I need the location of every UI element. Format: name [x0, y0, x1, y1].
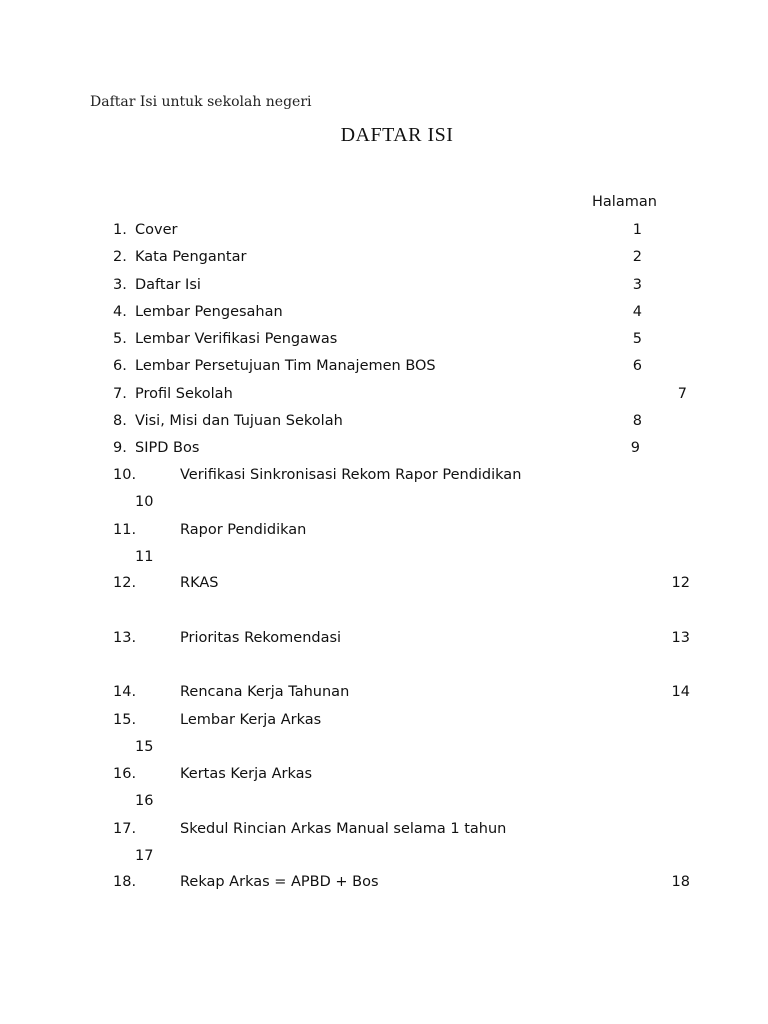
toc-item-page: 15 [135, 739, 154, 755]
toc-item-label: Skedul Rincian Arkas Manual selama 1 tahun [180, 821, 507, 837]
toc-item-page: 5 [632, 331, 642, 347]
toc-item-label: Lembar Kerja Arkas [180, 712, 322, 728]
toc-item-number: 2. [113, 249, 127, 265]
toc-item-label: RKAS [180, 575, 219, 591]
toc-item-page: 6 [632, 358, 642, 374]
toc-item-number: 18. [113, 874, 137, 890]
toc-item-label: Kertas Kerja Arkas [180, 766, 313, 782]
toc-item-number: 14. [113, 684, 137, 700]
toc-item-page: 1 [632, 222, 642, 238]
toc-item-page: 14 [671, 684, 690, 700]
toc-item-number: 10. [113, 467, 137, 483]
toc-item-label: Profil Sekolah [135, 386, 233, 402]
toc-item-page: 17 [135, 848, 154, 864]
document-caption: Daftar Isi untuk sekolah negeri [90, 94, 312, 110]
toc-item-label: Verifikasi Sinkronisasi Rekom Rapor Pendidikan [180, 467, 522, 483]
toc-item-label: Rekap Arkas = APBD + Bos [180, 874, 379, 890]
toc-item-number: 4. [113, 304, 127, 320]
toc-item-page: 18 [671, 874, 690, 890]
toc-item-number: 13. [113, 630, 137, 646]
toc-item-page: 11 [135, 549, 154, 565]
toc-item-page: 10 [135, 494, 154, 510]
toc-item-page: 8 [632, 413, 642, 429]
toc-item-number: 15. [113, 712, 137, 728]
toc-item-page: 7 [677, 386, 687, 402]
toc-item-label: Rencana Kerja Tahunan [180, 684, 350, 700]
toc-item-number: 6. [113, 358, 127, 374]
toc-item-label: Daftar Isi [135, 277, 201, 293]
toc-item-number: 7. [113, 386, 127, 402]
toc-item-label: Prioritas Rekomendasi [180, 630, 342, 646]
toc-item-page: 13 [671, 630, 690, 646]
toc-item-label: Cover [135, 222, 178, 238]
toc-item-page: 4 [632, 304, 642, 320]
toc-item-label: SIPD Bos [135, 440, 200, 456]
toc-item-page: 9 [630, 440, 640, 456]
toc-item-number: 3. [113, 277, 127, 293]
toc-item-label: Rapor Pendidikan [180, 522, 307, 538]
toc-item-number: 12. [113, 575, 137, 591]
toc-item-label: Lembar Verifikasi Pengawas [135, 331, 338, 347]
toc-item-page: 16 [135, 793, 154, 809]
toc-item-label: Lembar Pengesahan [135, 304, 283, 320]
toc-item-number: 5. [113, 331, 127, 347]
toc-item-number: 11. [113, 522, 137, 538]
toc-item-label: Lembar Persetujuan Tim Manajemen BOS [135, 358, 436, 374]
toc-item-page: 12 [671, 575, 690, 591]
toc-item-label: Kata Pengantar [135, 249, 247, 265]
toc-item-number: 9. [113, 440, 127, 456]
toc-item-label: Visi, Misi dan Tujuan Sekolah [135, 413, 343, 429]
toc-item-number: 8. [113, 413, 127, 429]
toc-item-page: 2 [632, 249, 642, 265]
page-title: DAFTAR ISI [340, 124, 454, 146]
toc-item-number: 17. [113, 821, 137, 837]
toc-item-page: 3 [632, 277, 642, 293]
toc-item-number: 1. [113, 222, 127, 238]
page-column-header: Halaman [592, 194, 657, 210]
toc-item-number: 16. [113, 766, 137, 782]
